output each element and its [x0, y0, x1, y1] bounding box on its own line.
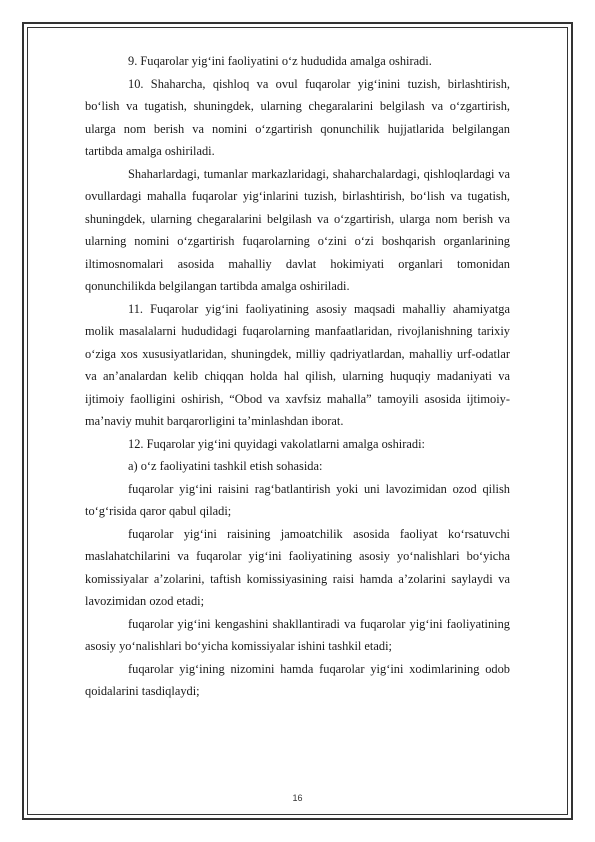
- paragraph-item-12: 12. Fuqarolar yig‘ini quyidagi vakolatlarni amalga oshiradi:: [128, 436, 425, 451]
- paragraph-advisors-election: fuqarolar yig‘ini raisining jamoatchilik asosida faoliyat ko‘rsatuvchi maslahatchilarini va fuqarolar yig‘ini faoliyatining asosiy yo‘nalishlari bo‘yicha komissiyalar a’zolarini, taftish komissiyasining raisi hamda a’zolarini saylaydi va lavozimidan ozod etadi;: [85, 526, 510, 608]
- paragraph-item-10: 10. Shaharcha, qishloq va ovul fuqarolar yig‘inini tuzish, birlashtirish, bo‘lish va tugatish, shuningdek, ularning chegaralarini belgilash va o‘zgartirish, ularga nom berish va nomini o‘zgartirish qonunchilik hujjatlarida belgilangan tartibda amalga oshiriladi.: [85, 76, 510, 158]
- paragraph-item-9: 9. Fuqarolar yig‘ini faoliyatini o‘z hududida amalga oshiradi.: [128, 54, 432, 68]
- paragraph-charter-approval: fuqarolar yig‘ining nizomini hamda fuqarolar yig‘ini xodimlarining odob qoidalarini tasdiqlaydi;: [85, 661, 510, 698]
- paragraph-chair-decision: fuqarolar yig‘ini raisini rag‘batlantirish yoki uni lavozimidan ozod qilish to‘g‘risida qaror qabul qiladi;: [85, 481, 510, 518]
- paragraph-subitem-a: a) o‘z faoliyatini tashkil etish sohasida:: [128, 459, 323, 473]
- paragraph-council-formation: fuqarolar yig‘ini kengashini shakllantiradi va fuqarolar yig‘ini faoliyatining asosiy yo‘nalishlari bo‘yicha komissiyalar ishini tashkil etadi;: [85, 616, 510, 653]
- paragraph-mahalla-formation: Shaharlardagi, tumanlar markazlaridagi, shaharchalardagi, qishloqlardagi va ovullardagi mahalla fuqarolar yig‘inlarini tuzish, birlashtirish, bo‘lish va tugatish, shuningdek, ularning chegaralarini belgilash va o‘zgartirish, ularga nom berish va ularning nomini o‘zgartirish fuqarolarning o‘zini o‘zi boshqarish organlarining iltimosnomalari asosida mahalliy davlat hokimiyati organlari tomonidan qonunchilikda belgilangan tartibda amalga oshiriladi.: [85, 166, 510, 293]
- page-number: 16: [292, 793, 303, 803]
- document-body: [85, 50, 510, 703]
- paragraph-item-11: 11. Fuqarolar yig‘ini faoliyatining asosiy maqsadi mahalliy ahamiyatga molik masalalarni hududidagi fuqarolarning manfaatlaridan, rivojlanishning tarixiy o‘ziga xos xususiyatlaridan, shuningdek, milliy qadriyatlardan, mahalliy urf-odatlar va an’analardan kelib chiqqan holda hal qilish, ularning huquqiy madaniyati va ijtimoiy faolligini oshirish, “Obod va xavfsiz mahalla” tamoyili asosida ijtimoiy-ma’naviy muhit barqarorligini ta’minlashdan iborat.: [85, 301, 510, 428]
